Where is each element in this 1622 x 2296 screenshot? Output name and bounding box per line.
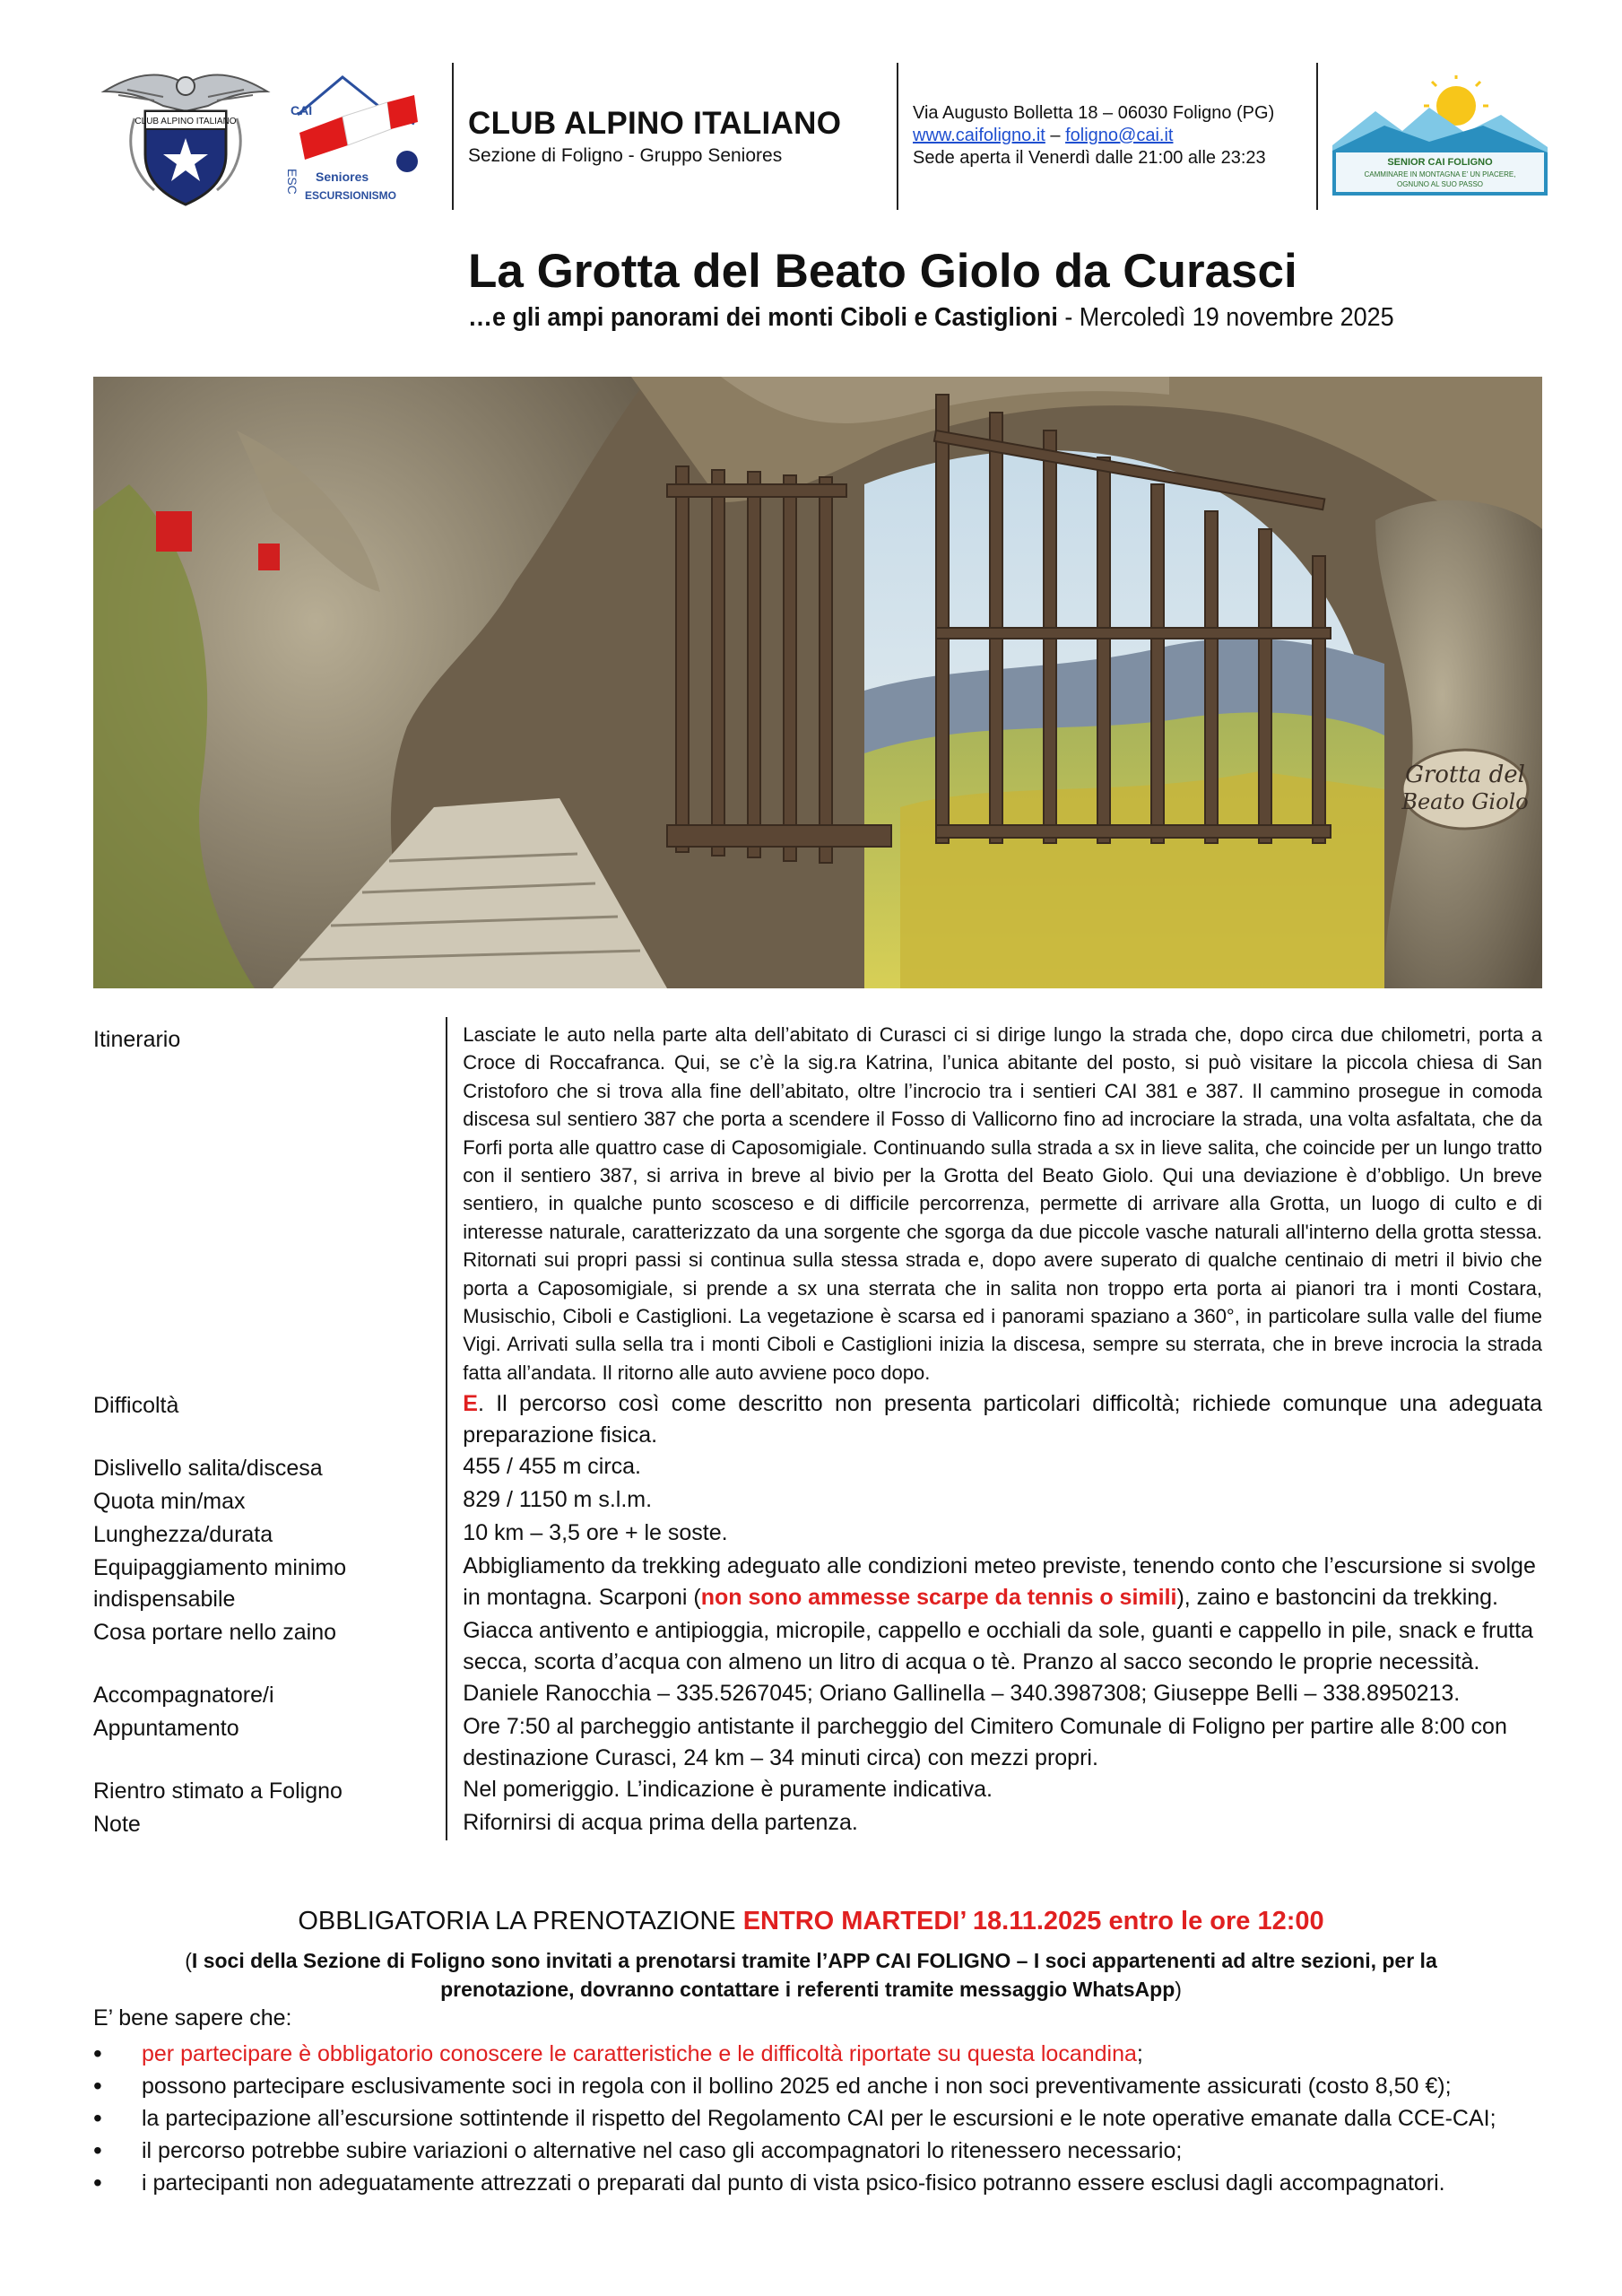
row-lunghezza [93,1518,1542,1551]
value-itinerario: Lasciate le auto nella parte alta dell’abitato di Curasci ci si dirige lungo la strada che, dopo circa due chilometri, porta a Croce di Roccafranca. Qui, se c’è la sig.ra Katrina, l’unica abitante del posto, si può visitare la piccola chiesa di San Cristoforo che si trova alla fine dell’abitato, oltre l’incrocio tra i sentieri CAI 381 e 387. Il cammino prosegue in comoda discesa sul sentiero 387 che porta a scendere il Fosso di Vallicorno fino ad incrociare la strada, una volta asfaltata, che da Forfi porta alle quattro case di Caposomigiale. Continuando sulla strada a sx in lieve salita, che coincide per un lungo tratto con il sentiero 387, si arriva in breve al bivio per la Grotta del Beato Giolo. Qui una deviazione è d’obbligo. Un breve sentiero, in qualche punto scosceso e di difficile percorrenza, permette di arrivare alla Grotta, un luogo di culto e di interesse naturale, caratterizzato da una sorgente che sgorga da due piccole vasche naturali all'interno della grotta stessa. Ritornati sui propri passi si continua sulla stessa strada e, dopo avere superato di qualche centinaio di metri il bivio che porta a Caposomigiale, si prende a sx una sterrata che in salita non troppo erta porta ai pianori tra i monti Costara, Musischio, Ciboli e Castiglioni. La vegetazione è scarsa ed i panorami spaziano a 360°, in particolare sulla valle del fiume Vigi. Arrivati sulla sella tra i monti Ciboli e Castiglioni inizia la discesa, sempre su sterrata, che in breve incrocia la strada fatta all’andata. Il ritorno alle auto avviene poco dopo. [446,1017,1542,1388]
equip-text-b: ), zaino e bastoncini da trekking. [1176,1585,1499,1611]
label-difficolta: Difficoltà [93,1393,179,1419]
senior-cai-foligno-logo [1331,75,1549,196]
list-item: • la partecipazione all’escursione sottintende il rispetto del Regolamento CAI per le escursioni e le note operative emanate dalla CCE-CAI; [93,2102,1564,2135]
equip-warning: non sono ammesse scarpe da tennis o simili [700,1585,1177,1611]
cave-sign-line2: Beato Giolo [1401,789,1529,814]
list-item-suffix: ; [1136,2041,1143,2066]
row-note [93,1807,1542,1840]
row-difficolta [93,1388,1542,1451]
esc-seniores-text: Seniores [316,170,369,184]
row-zaino [93,1615,1542,1678]
header-divider-1 [452,63,454,210]
email-link[interactable]: foligno@cai.it [1065,126,1174,145]
contact-links [913,125,1274,147]
value-difficolta [446,1388,1542,1451]
value-note: Rifornirsi di acqua prima della partenza. [446,1807,1542,1840]
booking-notice [0,1907,1622,1936]
club-subtitle: Sezione di Foligno - Gruppo Seniores [468,145,783,166]
label-quota: Quota min/max [93,1489,246,1515]
label-rientro: Rientro stimato a Foligno [93,1779,343,1805]
booking-paren-close: ) [1175,1978,1182,2001]
senior-logo-line2: CAMMINARE IN MONTAGNA E' UN PIACERE, [1364,170,1516,178]
senior-logo-line3: OGNUNO AL SUO PASSO [1396,180,1484,188]
header [0,0,1622,215]
address: Via Augusto Bolletta 18 – 06030 Foligno (PG) [913,103,1275,123]
esc-escursionismo-text: ESCURSIONISMO [305,189,397,202]
label-equip-line1: Equipaggiamento minimo [93,1555,347,1581]
row-dislivello [93,1451,1542,1484]
booking-instructions [0,1946,1622,2004]
header-divider-3 [1316,63,1318,210]
eagle-logo-text: CLUB ALPINO ITALIANO [134,117,237,126]
contact-block [913,102,1274,170]
row-appuntamento [93,1711,1542,1774]
equip-text-a: Abbigliamento da trekking adeguato alle condizioni meteo previste, tenendo conto che l’escursione si svolge in montagna. Scarponi ( [463,1553,1536,1611]
subtitle-bold: …e gli ampi panorami dei monti Ciboli e Castiglioni [468,303,1058,332]
value-appuntamento: Ore 7:50 al parcheggio antistante il parcheggio del Cimitero Comunale di Foligno per partire alle 8:00 con destinazione Curasci, 24 km – 34 minuti circa) con mezzi propri. [446,1711,1542,1774]
label-itinerario: Itinerario [93,1027,181,1052]
value-dislivello: 455 / 455 m circa. [446,1451,1542,1484]
good-to-know-list [93,2038,1564,2199]
row-accompagnatori [93,1678,1542,1711]
booking-instructions-text: I soci della Sezione di Foligno sono invitati a prenotarsi tramite l’APP CAI FOLIGNO – I soci appartenenti ad altre sezioni, per la prenotazione, dovranno contattare i referenti tramite messaggio WhatsApp [191,1949,1437,2001]
club-title: CLUB ALPINO ITALIANO [468,106,842,141]
value-zaino: Giacca antivento e antipioggia, micropile, cappello e occhiali da sole, guanti e cappello in pile, snack e frutta secca, scorta d’acqua con almeno un litro di acqua o tè. Pranzo al sacco secondo le proprie necessità. [446,1615,1542,1678]
header-divider-2 [897,63,898,210]
esc-cai-text: CAI [291,103,313,117]
value-rientro: Nel pomeriggio. L’indicazione è puramente indicativa. [446,1774,1542,1807]
label-zaino: Cosa portare nello zaino [93,1620,336,1646]
cave-gate-photo [93,377,1542,988]
row-quota [93,1484,1542,1518]
difficulty-grade: E [463,1391,478,1417]
difficulty-text: . Il percorso così come descritto non presenta particolari difficoltà; richiede comunque una adeguata preparazione fisica. [463,1391,1542,1448]
cave-sign-line1: Grotta del [1405,761,1525,788]
booking-required: OBBLIGATORIA LA PRENOTAZIONE [298,1907,743,1935]
label-appuntamento: Appuntamento [93,1716,239,1742]
booking-paren-open: ( [185,1949,192,1972]
link-separator: – [1045,126,1066,145]
good-to-know-title: E’ bene sapere che: [93,2005,292,2031]
website-link[interactable]: www.caifoligno.it [913,126,1045,145]
row-rientro [93,1774,1542,1807]
page-subtitle [468,303,1394,333]
label-note: Note [93,1812,141,1838]
label-lunghezza: Lunghezza/durata [93,1522,273,1548]
label-equip-line2: indispensabile [93,1587,236,1613]
list-item: • il percorso potrebbe subire variazioni o alternative nel caso gli accompagnatori lo ritenessero necessario; [93,2135,1564,2167]
subtitle-date: - Mercoledì 19 novembre 2025 [1057,303,1394,332]
list-item: • possono partecipare esclusivamente soci in regola con il bollino 2025 ed anche i non soci preventivamente assicurati (costo 8,50 €); [93,2070,1564,2102]
booking-deadline: ENTRO MARTEDI’ 18.11.2025 entro le ore 12:00 [742,1907,1324,1935]
label-dislivello: Dislivello salita/discesa [93,1456,323,1482]
value-accompagnatori: Daniele Ranocchia – 335.5267045; Oriano Gallinella – 340.3987308; Giuseppe Belli – 338.8950213. [446,1678,1542,1711]
excursion-info-table [93,1017,1542,1840]
esc-seniores-logo [280,61,430,212]
row-itinerario [93,1017,1542,1388]
value-quota: 829 / 1150 m s.l.m. [446,1484,1542,1518]
list-item: • i partecipanti non adeguatamente attrezzati o preparati dal punto di vista psico-fisico potranno essere esclusi dagli accompagnatori. [93,2167,1564,2199]
cave-gate-illustration [93,377,1542,988]
list-item [93,2038,1564,2070]
row-equipaggiamento [93,1551,1542,1615]
label-equipaggiamento [93,1551,446,1615]
opening-hours: Sede aperta il Venerdì dalle 21:00 alle 23:23 [913,148,1266,168]
cai-eagle-logo [100,65,271,208]
list-item-text: per partecipare è obbligatorio conoscere le caratteristiche e le difficoltà riportate su questa locandina [142,2041,1137,2066]
page-title: La Grotta del Beato Giolo da Curasci [468,245,1297,298]
senior-logo-line1: SENIOR CAI FOLIGNO [1387,157,1493,168]
value-lunghezza: 10 km – 3,5 ore + le soste. [446,1518,1542,1551]
esc-letters-text: ESC [285,169,299,195]
label-accompagnatori: Accompagnatore/i [93,1683,274,1709]
value-equipaggiamento [446,1551,1542,1615]
